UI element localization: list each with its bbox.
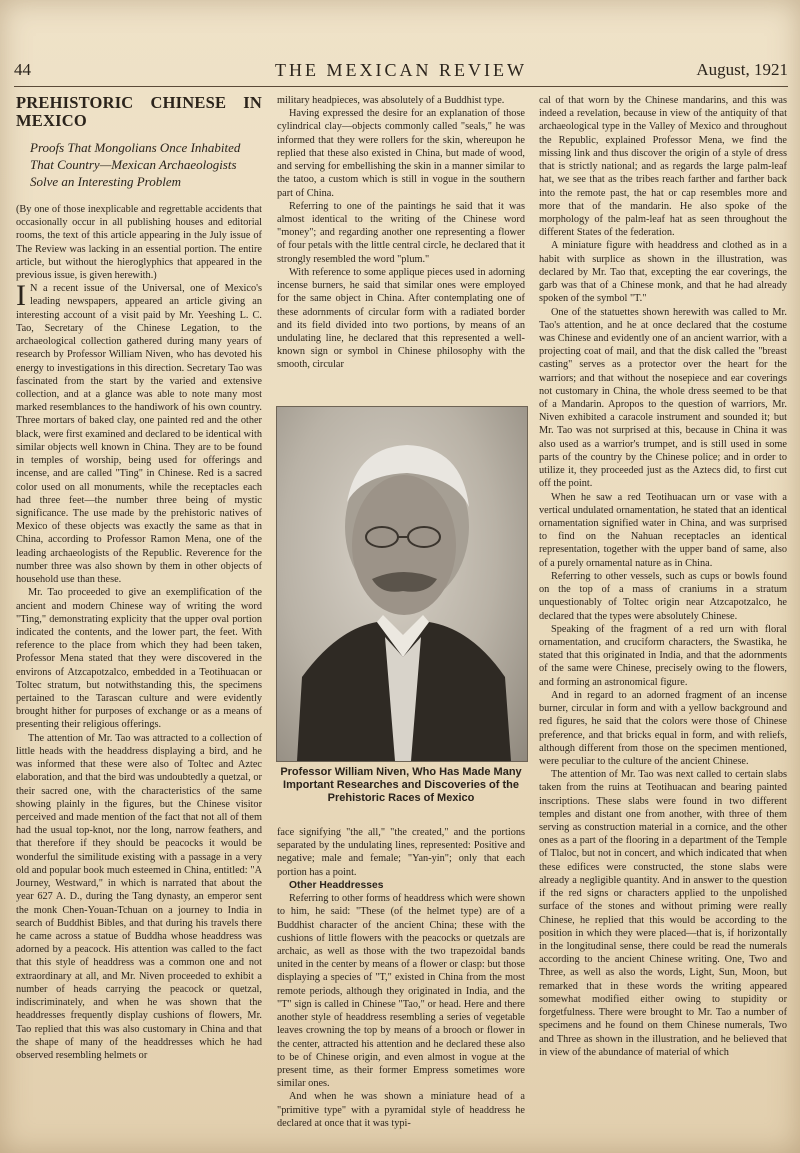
paragraph: The attention of Mr. Tao was attracted to a collection of little heads with the headdress displaying a bird, and he was informed that these were also of Toltec and Aztec elaboration, and that the bird was undoubtedly a quetzal, or their sacred one, with the characteristics of the same showing plainly in the figures, but the Chinese visitor perceived and made mention of the fact that not all of them had the usual top-knot, nor the long, narrow feathers, and that therefore if they should be peacocks it would be wonderful the similitude existing with a passage in a very old and popular book much esteemed in China, entitled: "A Journey, Westward," in which is narrated that about the year 627 A. D., during the Tang dynasty, an emperor sent the monk Chen-Youan-Tchuan on a journey to India in search of Buddhist Bibles, and that during his travels there he came across a statue of Buddha whose headdress was adorned by a peacock. His attention was called to the fact that this style of headdress was a common one and not extraordinary at all, and Mr. Niven proceeded to exhibit a number of heads carrying the peacock or quetzal, indiscriminately, and when he was shown that the headdresses frequently display cushions of flowers, Mr. Tao replied that this was also customary in China and that the shape of many of the headdresses which he had observed resembling helmets or	[16, 732, 262, 1061]
figure-caption: Professor William Niven, Who Has Made Many Important Researches and Discoveries of the Prehistoric Races of Mexico	[280, 766, 522, 805]
portrait-photo	[276, 406, 528, 762]
paragraph: When he saw a red Teotihuacan urn or vase with a vertical undulated ornamentation, he stated that an identical ornamentation signified water in China, and was surprised to find on the Nahuan receptacles an identical representation, together with the upper band of same, also of a purely ornamental nature as in China.	[539, 491, 787, 569]
page-header	[14, 58, 788, 88]
article-subtitle: Proofs That Mongolians Once Inhabited That Country—Mexican Archaeologists Solve an Interesting Problem	[30, 140, 241, 190]
paragraph: And in regard to an adorned fragment of an incense burner, circular in form and with a yellow background and red figures, he said that the colors were those of Chinese preference, and that bricks equal in form, and with reliefs, although different from those on the specimen mentioned, were peculiar to the culture of the ancient Chinese.	[539, 689, 787, 767]
column-1	[16, 94, 262, 1062]
column-3	[539, 94, 787, 1059]
column-2-bottom	[277, 826, 525, 1130]
paragraph: military headpieces, was absolutely of a Buddhist type.	[277, 95, 505, 106]
paragraph: cal of that worn by the Chinese mandarins, and this was indeed a revelation, because in view of the antiquity of that archaeological type in the Valley of Mexico and throughout the Republic, explained Professor Mena, we find the missing link and thus discover the origin of a style of dress that is strictly national; and as regards the large palm-leaf hat, we see that as the tribes reach farther and farther back into the remote past, the hat or cap resembles more and more that of the mandarin. He also spoke of the morphology of the palm-leaf hat as seen throughout the different States of the federation.	[539, 95, 787, 239]
drop-cap: I	[16, 279, 26, 313]
issue-date: August, 1921	[696, 60, 788, 79]
article-title: PREHISTORIC CHINESE IN MEXICO	[16, 93, 262, 131]
portrait-illustration	[277, 407, 527, 761]
paragraph: Referring to other forms of headdress which were shown to him, he said: "These (of the helmet type) are of a Buddhist character of the ancient China; these with the cushions of little flowers with the peacocks or quetzals are archaic, as well as those with the two trapezoidal bands united in the center by means of a flower or clasp: but those displaying a species of "T," existed in China from the most remote periods, although they originated in India, and the "T" sign is called in Chinese "Tao," or head. Here and there another style of headdress resembling a series of vegetable leaves crowning the top by means of a brooch or flower in the center, attracted his attention and he declared these also to be of Chinese origin, and even almost in vogue at the present time, as their former Empress sometimes wore similar ones.	[277, 893, 525, 1090]
editor-note: (By one of those inexplicable and regrettable accidents that occasionally occur in all publishing houses and editorial rooms, the text of this article appearing in the July issue of The Review was lacking in an essential portion. The entire article, but without the hieroglyphics that appeared in the previous issue, is given herewith.)	[16, 203, 262, 282]
paragraph: Mr. Tao proceeded to give an exemplification of the ancient and modern Chinese way of writing the word "Ting," demonstrating explicity that the upper oval portion indicated the contents, and the lower part, the feet. With reference to the place from which they had been taken, Professor Mena stated that they were discovered in the environs of Atzcapotzalco, embedded in a Teotihuacan or Toltec stratum, but notwithstanding this, the specimens pertained to the Tarascan culture and were evidently brought hither for purposes of exchange or as a means of presenting their religious offerings.	[16, 587, 262, 731]
journal-title: THE MEXICAN REVIEW	[275, 60, 527, 80]
paragraph: Having expressed the desire for an explanation of those cylindrical clay—objects commonly called "seals," he was informed that they were rollers for the skin, whereupon he replied that these also existed in China, but made of wood, and serving for embellishing the skin in a manner similar to the tatoo, a custom which is still in vogue in the southern part of China.	[277, 108, 525, 199]
paragraph: And when he was shown a miniature head of a "primitive type" with a pyramidal style of headdress he declared at once that it was typi-	[277, 1091, 525, 1129]
page-number: 44	[14, 60, 31, 79]
portrait-figure	[276, 406, 526, 826]
paragraph: Referring to other vessels, such as cups or bowls found on the top of a mass of craniums in a stratum unquestionably of Toltec origin near Atzcapotzalco, he declared that the types were absolutely Chinese.	[539, 570, 787, 622]
column-2-top	[277, 94, 525, 372]
paragraph: One of the statuettes shown herewith was called to Mr. Tao's attention, and he at once declared that the costume was Chinese and evidently one of an ancient warrior, with a projecting coat of mail, and that the disk called the "breast casting" serves as a protector over the heart for the warriors; and that without the nosepiece and ear coverings not customary in China, the whole dress seemed to be that of a Mandarin. Apropos to the question of warriors, Mr. Niven exhibited a caracole instrument and sounded it; but Mr. Tao was not surprised at this, because in China it was also used as a warrior's trumpet, and is still used in some parts of the country by the Chinese police; and in order to utilize it, they proceeded just as the Aztecs did, to first cut off the point.	[539, 306, 787, 490]
paragraph: I N a recent issue of the Universal, one of Mexico's leading newspapers, appeared an article giving an interesting account of a visit paid by Mr. Yeeshing L. C. Tao, Secretary of the Chinese Legation, to the archaeological collection gathered during many years of research by Professor William Niven, who has devoted his energy to investigations in this direction. Secretary Tao was fascinated from the start by the varied and extensive collection, and at a glance was able to note many most marked resemblances to the handiwork of his own country. Three mortars of baked clay, one painted red and the other black, were first examined and declared to be identical with similar objects well known in China. They are to be found in temples of worship, being used for offerings and incense, and are called "Ting" in Chinese. Red is a sacred color used on all monuments, while the receptacles each had three feet—the number three being of mystic significance. The use made by the prehistoric natives of Mexico of these objects was exactly the same as that in China, according to Professor Ramon Mena, one of the leading archaeologists of the Republic. Reverence for the number three was also shown by them in other objects of household use than these.	[16, 279, 262, 586]
paragraph: The attention of Mr. Tao was next called to certain slabs taken from the ruins at Teotihuacan and bearing painted inscriptions. These slabs were found in two different temples and distant one from another, with three of them serving as construction material in a cornice, and the other ones as a part of the flooring in a department of the Temple of Tlaloc, but not in concert, and which indicated that when these edifices were constructed, the stone slabs were already a negligible quantity. And in answer to the question if the red signs or characters applied to the unpolished surface of the stones and without priming were really Chinese, he replied that this would be according to the position in which they were placed—that is, if horizontally in the longitudinal sense, there could be read the numerals according to the ancient Chinese writing. One, Two and Three, as well as also the words, Light, Sun, Moon, but remarked that in these words the writing appeared somewhat modified either owing to stupidity or forgetfulness. There were brought to Mr. Tao a number of specimens and he found on them Chinese numerals, Two and Three as shown in the illustration, and he believed that in view of the abundance of material of which	[539, 769, 787, 1058]
paragraph: A miniature figure with headdress and clothed as in a habit with surplice as shown in the illustration, was declared by Mr. Tao that, excepting the ear coverings, the garb was that of a Chinese monk, and that he had already spoken of the symbol "T."	[539, 240, 787, 305]
paragraph: Speaking of the fragment of a red urn with floral ornamentation, and cruciform characters, the Swastika, he stated that this originated in India, and that the adornments of the same were Chinese, precisely owing to the flowers, and forming an astronomical figure.	[539, 623, 787, 688]
section-subhead: Other Headdresses	[289, 879, 384, 891]
header-rule	[14, 86, 788, 87]
paragraph: Referring to one of the paintings he said that it was almost identical to the writing of the Chinese word "money"; and regarding another one representing a flower of four petals with the little central circle, he declared that it strongly resembled the word "plum."	[277, 200, 525, 265]
paragraph: With reference to some applique pieces used in adorning incense burners, he said that similar ones were employed for the same object in China. After contemplating one of these adornments of circular form with a radiated border and its field divided into two portions, by means of an undulating line, he declared that this represented a well-known sign or symbol in Chinese philosophy with the smooth, circular	[277, 266, 525, 371]
paragraph: face signifying "the all," "the created," and the portions separated by the undulating lines, represented: Positive and negative; male and female; "Yan-yin"; only that each portion has a point.	[277, 827, 525, 878]
